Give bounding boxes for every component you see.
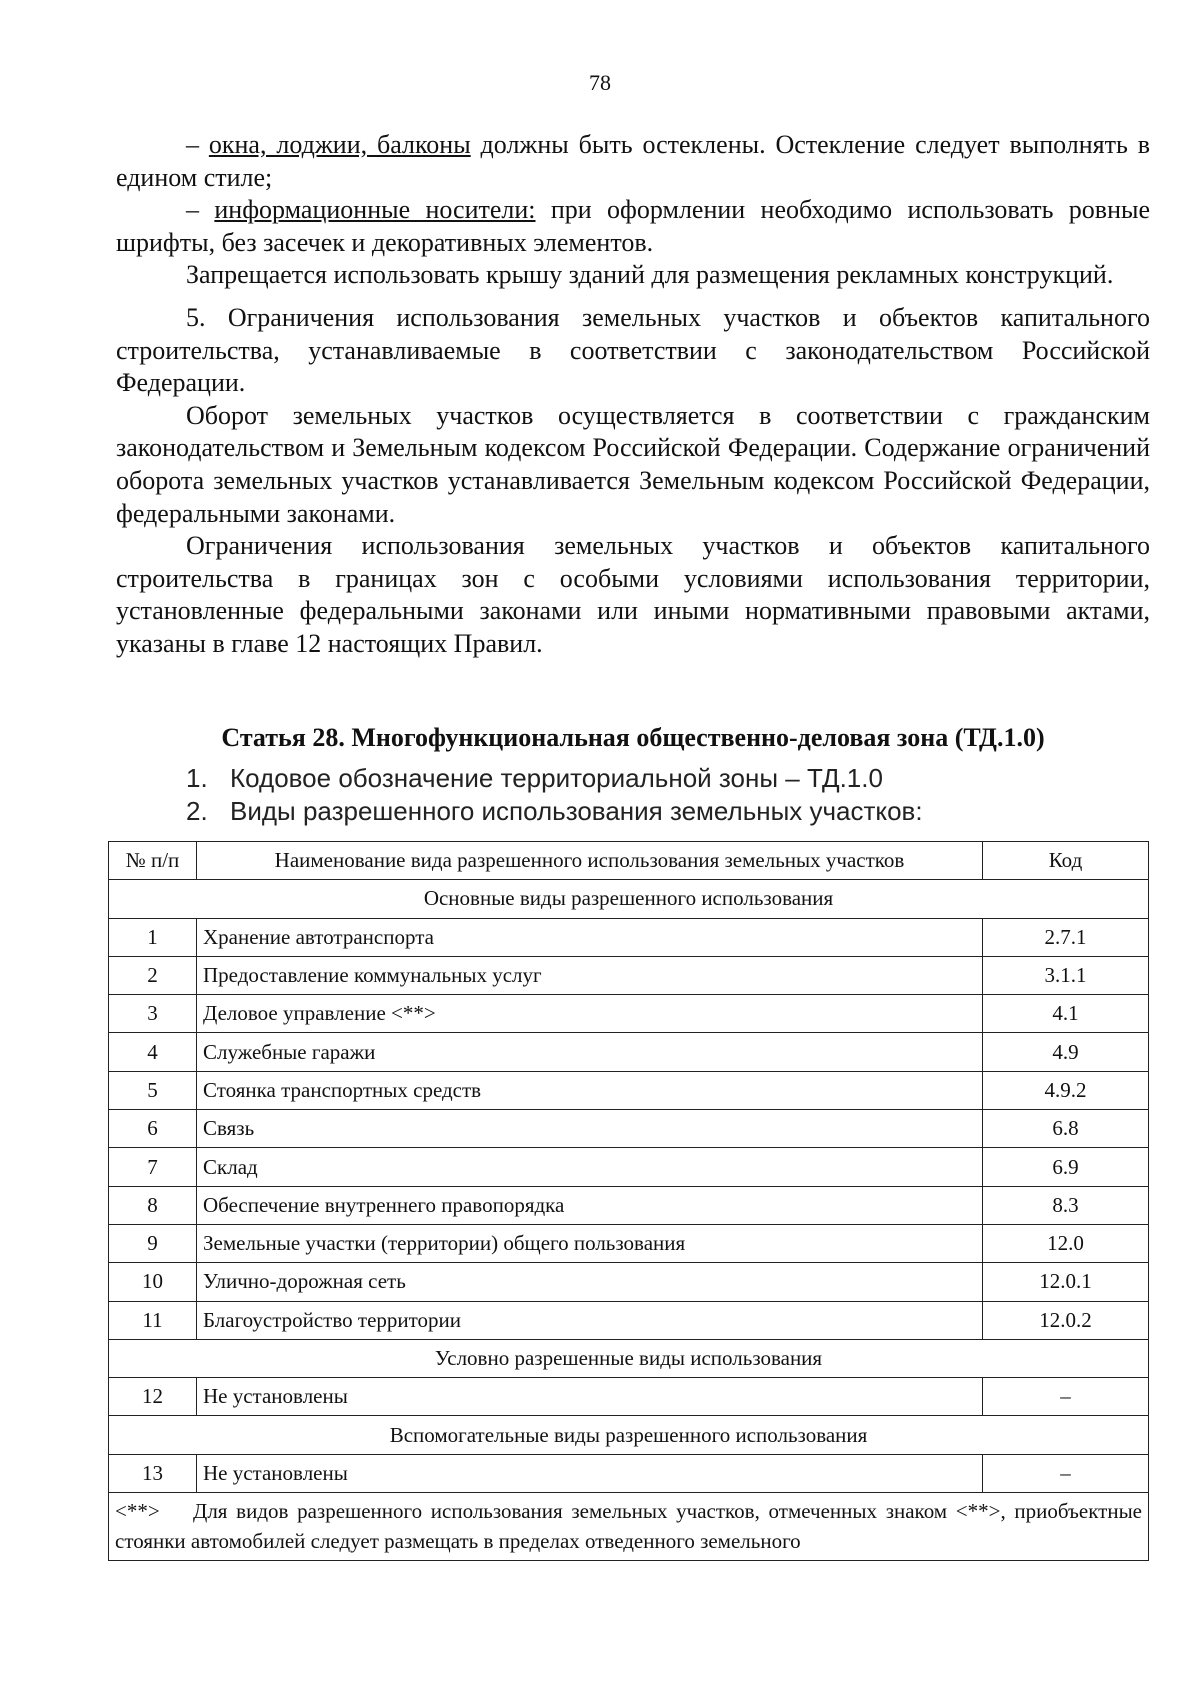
cell-name: Благоустройство территории bbox=[197, 1301, 983, 1339]
cell-name: Склад bbox=[197, 1148, 983, 1186]
cell-name: Хранение автотранспорта bbox=[197, 918, 983, 956]
cell-code: 3.1.1 bbox=[983, 956, 1149, 994]
cell-name: Деловое управление <**> bbox=[197, 995, 983, 1033]
list-item bbox=[186, 795, 923, 828]
paragraph-text: при оформлении необходимо использовать ровные шрифты, без засечек и декоративных элементов. bbox=[116, 195, 1151, 257]
list-item-number: 2. bbox=[186, 795, 208, 826]
table-row bbox=[109, 1186, 1149, 1224]
cell-name: Предоставление коммунальных услуг bbox=[197, 956, 983, 994]
table-row bbox=[109, 1071, 1149, 1109]
table-row bbox=[109, 956, 1149, 994]
list-item-text: Виды разрешенного использования земельных участков: bbox=[230, 795, 923, 826]
cell-code: 12.0.1 bbox=[983, 1263, 1149, 1301]
list-item bbox=[186, 762, 923, 795]
cell-code: – bbox=[983, 1378, 1149, 1416]
section-title: Вспомогательные виды разрешенного использования bbox=[109, 1416, 1149, 1454]
cell-name: Служебные гаражи bbox=[197, 1033, 983, 1071]
cell-num: 3 bbox=[109, 995, 197, 1033]
table-note bbox=[109, 1493, 1149, 1561]
header-code: Код bbox=[983, 842, 1149, 880]
note-text: Для видов разрешенного использования земельных участков, отмеченных знаком <**>, приобъектные стоянки автомобилей следует размещать в пределах отведенного земельного bbox=[115, 1499, 1142, 1554]
cell-name: Не установлены bbox=[197, 1378, 983, 1416]
numbered-list bbox=[186, 762, 923, 827]
section-title: Основные виды разрешенного использования bbox=[109, 880, 1149, 918]
table-row bbox=[109, 918, 1149, 956]
dash: – bbox=[186, 195, 215, 225]
underlined-term: окна, лоджии, балконы bbox=[208, 130, 471, 159]
section-row-main bbox=[109, 880, 1149, 918]
permitted-uses-table bbox=[108, 841, 1149, 1561]
cell-name: Не установлены bbox=[197, 1454, 983, 1492]
cell-code: 12.0.2 bbox=[983, 1301, 1149, 1339]
cell-num: 8 bbox=[109, 1186, 197, 1224]
cell-code: 2.7.1 bbox=[983, 918, 1149, 956]
underlined-term: информационные носители: bbox=[214, 195, 536, 225]
cell-num: 6 bbox=[109, 1110, 197, 1148]
section-title: Условно разрешенные виды использования bbox=[109, 1339, 1149, 1377]
cell-num: 7 bbox=[109, 1148, 197, 1186]
table-row bbox=[109, 1110, 1149, 1148]
cell-name: Стоянка транспортных средств bbox=[197, 1071, 983, 1109]
dash: – bbox=[186, 130, 209, 159]
paragraph-windows bbox=[116, 129, 1150, 194]
cell-num: 11 bbox=[109, 1301, 197, 1339]
cell-code: 6.8 bbox=[983, 1110, 1149, 1148]
cell-name: Улично-дорожная сеть bbox=[197, 1263, 983, 1301]
paragraph-land-turnover: Оборот земельных участков осуществляется в соответствии с гражданским законодательством и Земельным кодексом Российской Федерации. Содержание ограничений оборота земельных участков устанавливается Земельным кодексом Российской Федерации, федеральными законами. bbox=[116, 400, 1150, 528]
article-title: Статья 28. Многофункциональная общественно-деловая зона (ТД.1.0) bbox=[221, 723, 1045, 752]
cell-name: Обеспечение внутреннего правопорядка bbox=[197, 1186, 983, 1224]
cell-code: 4.9.2 bbox=[983, 1071, 1149, 1109]
cell-code: 6.9 bbox=[983, 1148, 1149, 1186]
cell-num: 10 bbox=[109, 1263, 197, 1301]
table-row bbox=[109, 995, 1149, 1033]
table-row bbox=[109, 1301, 1149, 1339]
paragraph-text: должны быть остеклены. Остекление следует выполнять в едином стиле; bbox=[116, 130, 1151, 192]
cell-code: 4.9 bbox=[983, 1033, 1149, 1071]
page-number: 78 bbox=[589, 70, 611, 95]
cell-name: Связь bbox=[197, 1110, 983, 1148]
header-num: № п/п bbox=[109, 842, 197, 880]
section-row-auxiliary bbox=[109, 1416, 1149, 1454]
cell-num: 5 bbox=[109, 1071, 197, 1109]
section-row-conditional bbox=[109, 1339, 1149, 1377]
list-item-number: 1. bbox=[186, 763, 208, 793]
cell-code: 8.3 bbox=[983, 1186, 1149, 1224]
cell-code: – bbox=[983, 1454, 1149, 1492]
paragraph-section-5: 5. Ограничения использования земельных участков и объектов капитального строительства, устанавливаемые в соответствии с законодательством Российской Федерации. bbox=[116, 302, 1150, 398]
table-note-row bbox=[109, 1493, 1149, 1561]
header-name: Наименование вида разрешенного использования земельных участков bbox=[197, 842, 983, 880]
paragraph-zone-restrictions: Ограничения использования земельных участков и объектов капитального строительства в границах зон с особыми условиями использования территории, установленные федеральными законами или иными нормативными правовыми актами, указаны в главе 12 настоящих Правил. bbox=[116, 531, 1150, 658]
paragraph-info-carriers bbox=[116, 194, 1150, 259]
table-row bbox=[109, 1378, 1149, 1416]
note-mark: <**> bbox=[115, 1499, 160, 1524]
cell-num: 9 bbox=[109, 1224, 197, 1262]
table-row bbox=[109, 1224, 1149, 1262]
cell-code: 4.1 bbox=[983, 995, 1149, 1033]
cell-num: 12 bbox=[109, 1378, 197, 1416]
table-row bbox=[109, 1263, 1149, 1301]
cell-num: 1 bbox=[109, 918, 197, 956]
table-row bbox=[109, 1454, 1149, 1492]
table-row bbox=[109, 1148, 1149, 1186]
cell-num: 13 bbox=[109, 1454, 197, 1492]
table-header-row bbox=[109, 842, 1149, 880]
list-item-text: Кодовое обозначение территориальной зоны – ТД.1.0 bbox=[230, 763, 883, 793]
cell-num: 2 bbox=[109, 956, 197, 994]
cell-num: 4 bbox=[109, 1033, 197, 1071]
cell-name: Земельные участки (территории) общего пользования bbox=[197, 1224, 983, 1262]
body-text bbox=[116, 129, 1150, 661]
table-row bbox=[109, 1033, 1149, 1071]
cell-code: 12.0 bbox=[983, 1224, 1149, 1262]
paragraph-roof-ban: Запрещается использовать крышу зданий для размещения рекламных конструкций. bbox=[186, 260, 1114, 290]
